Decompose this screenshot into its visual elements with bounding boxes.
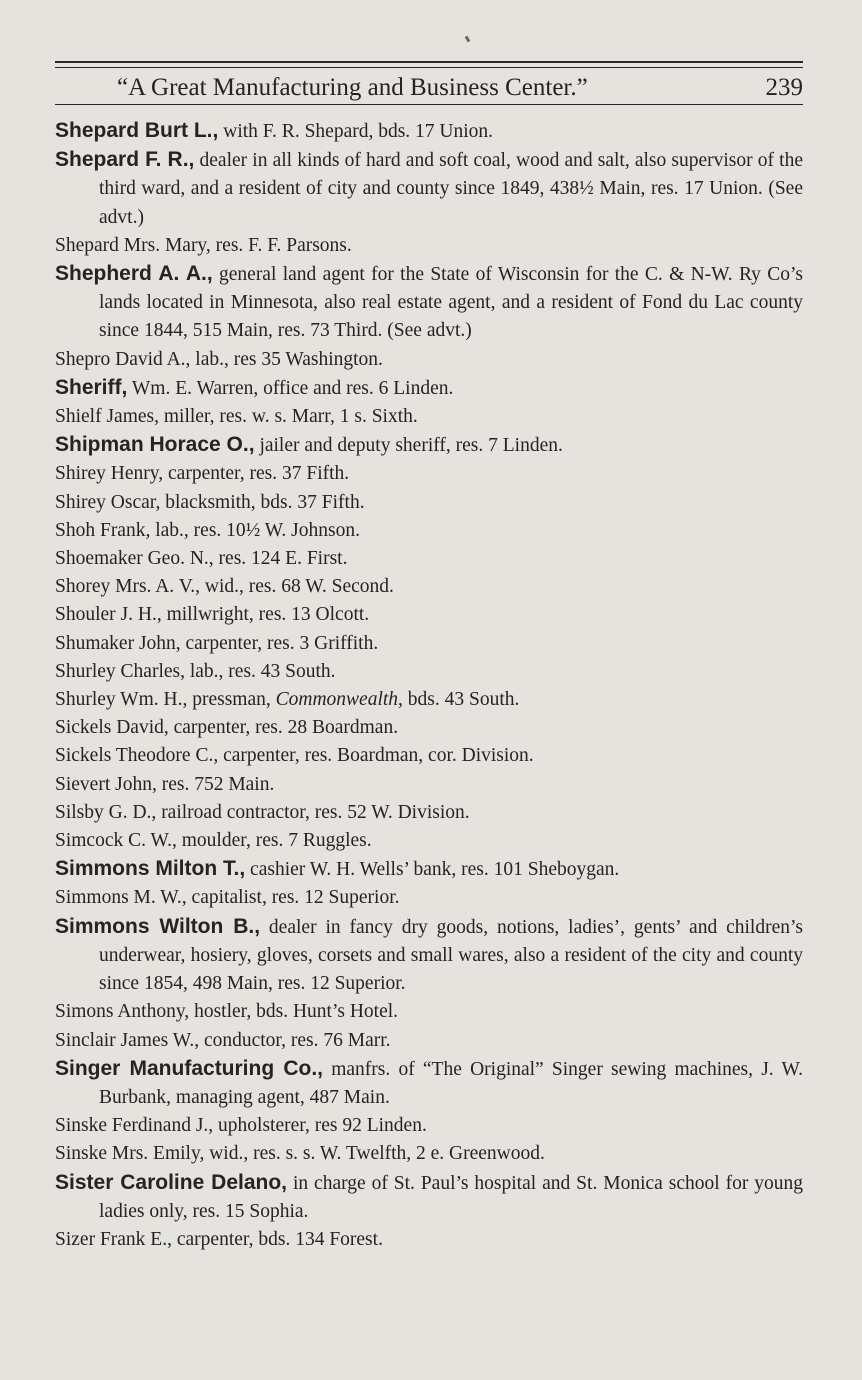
entry-name: Shurley Wm. H., xyxy=(55,689,188,711)
entry-detail: wid., res. s. s. W. Twelfth, 2 e. Greenwood. xyxy=(204,1143,545,1165)
directory-entry xyxy=(55,601,803,629)
entry-name: Sinclair James W., xyxy=(55,1029,200,1051)
directory-entry xyxy=(55,686,803,714)
entry-name: Singer Manufacturing Co., xyxy=(55,1056,324,1080)
directory-entry xyxy=(55,855,803,884)
directory-entry xyxy=(55,403,803,431)
entry-name: Simmons M. W., xyxy=(55,887,187,909)
directory-entry xyxy=(55,573,803,601)
entry-name: Simmons Wilton B., xyxy=(55,914,261,938)
entry-detail: jailer and deputy sheriff, res. 7 Linden. xyxy=(254,435,563,457)
entry-detail-italic: Commonwealth xyxy=(275,689,399,711)
directory-entry xyxy=(55,884,803,912)
directory-entry xyxy=(55,742,803,770)
directory-entry xyxy=(55,1055,803,1112)
entry-detail: dealer in fancy dry goods, notions, ladies’, gents’ and children’s underwear, hosiery, gloves, corsets and small wares, also a resident of the city and county since 1854, 498 Main, res. 12 Superior. xyxy=(99,916,803,995)
entry-name: Shipman Horace O., xyxy=(55,433,255,457)
entry-detail: in charge of St. Paul’s hospital and St. Monica school for young ladies only, res. 15 Sophia. xyxy=(99,1172,803,1222)
entry-detail: carpenter, res. Boardman, cor. Division. xyxy=(218,745,534,767)
directory-entry xyxy=(55,489,803,517)
running-header xyxy=(55,72,803,104)
entry-name: Simmons Milton T., xyxy=(55,857,246,881)
entry-detail: lab., res 35 Washington. xyxy=(190,348,383,370)
directory-entry xyxy=(55,117,803,146)
entry-name: Shepherd A. A., xyxy=(55,262,213,286)
entry-detail: moulder, res. 7 Ruggles. xyxy=(176,830,372,852)
entry-name: Simcock C. W., xyxy=(55,830,177,852)
entry-name: Shoemaker Geo. N., xyxy=(55,548,214,570)
directory-entry xyxy=(55,1027,803,1055)
entry-detail: wid., res. 68 W. Second. xyxy=(200,576,394,598)
entry-name: Shielf James, xyxy=(55,406,159,428)
entry-detail: carpenter, bds. 134 Forest. xyxy=(171,1228,383,1250)
directory-entry xyxy=(55,827,803,855)
directory-entry xyxy=(55,374,803,403)
entry-detail: millwright, res. 13 Olcott. xyxy=(161,604,370,626)
directory-entry xyxy=(55,913,803,999)
running-title: “A Great Manufacturing and Business Center.” xyxy=(117,74,588,101)
entry-detail: capitalist, res. 12 Superior. xyxy=(186,887,400,909)
entry-detail: pressman, xyxy=(187,689,276,711)
entry-detail: Wm. E. Warren, office and res. 6 Linden. xyxy=(127,377,454,399)
directory-entry xyxy=(55,771,803,799)
entry-detail: lab., res. 43 South. xyxy=(184,660,336,682)
header-rule-bottom xyxy=(55,104,803,105)
directory-entry xyxy=(55,545,803,573)
entry-name: Shepard F. R., xyxy=(55,148,195,172)
entry-detail: upholsterer, res 92 Linden. xyxy=(213,1115,427,1137)
directory-entry xyxy=(55,517,803,545)
entry-detail: carpenter, res. 37 Fifth. xyxy=(163,463,350,485)
directory-entry xyxy=(55,1140,803,1168)
directory-entry xyxy=(55,146,803,232)
entry-name: Shirey Henry, xyxy=(55,463,164,485)
entry-name: Sickels David, xyxy=(55,717,169,739)
directory-entry xyxy=(55,232,803,260)
entry-detail: lab., res. 10½ W. Johnson. xyxy=(150,519,360,541)
directory-entry xyxy=(55,998,803,1026)
entry-detail: cashier W. H. Wells’ bank, res. 101 Sheboygan. xyxy=(245,859,620,881)
entry-name: Simons Anthony, xyxy=(55,1001,190,1023)
entry-detail: hostler, bds. Hunt’s Hotel. xyxy=(189,1001,399,1023)
entry-name: Sheriff, xyxy=(55,375,128,399)
directory-entry xyxy=(55,799,803,827)
entry-name: Shurley Charles, xyxy=(55,660,185,682)
entry-detail: carpenter, res. 3 Griffith. xyxy=(180,632,379,654)
entry-name: Sizer Frank E., xyxy=(55,1228,172,1250)
entry-name: Shorey Mrs. A. V., xyxy=(55,576,201,598)
entry-detail: miller, res. w. s. Marr, 1 s. Sixth. xyxy=(158,406,418,428)
header-rule-top xyxy=(55,61,803,63)
print-speck xyxy=(465,36,471,43)
directory-entry xyxy=(55,460,803,488)
directory-entry xyxy=(55,1112,803,1140)
entry-name: Sinske Mrs. Emily, xyxy=(55,1143,205,1165)
entry-name: Shoh Frank, xyxy=(55,519,151,541)
entry-detail: res. 124 E. First. xyxy=(213,548,348,570)
entry-name: Sister Caroline Delano, xyxy=(55,1170,288,1194)
entry-detail: general land agent for the State of Wisconsin for the C. & N-W. Ry Co’s lands located in Minnesota, also real estate agent, and a resident of Fond du Lac county since 1844, 515 Main, res. 73 Third. (See advt.) xyxy=(99,264,804,342)
entry-name: Shumaker John, xyxy=(55,632,181,654)
entry-detail: manfrs. of “The Original” Singer sewing machines, J. W. Burbank, managing agent, 487 Main. xyxy=(99,1058,804,1108)
entry-name: Sievert John, xyxy=(55,773,157,795)
entry-detail: railroad contractor, res. 52 W. Division. xyxy=(156,801,470,823)
directory-entry xyxy=(55,1169,803,1226)
entry-detail: res. F. F. Parsons. xyxy=(210,234,352,256)
directory-entries xyxy=(55,117,803,1254)
header-rule-top-thin xyxy=(55,67,803,68)
entry-name: Shepard Mrs. Mary, xyxy=(55,234,211,256)
directory-entry xyxy=(55,1226,803,1254)
directory-entry xyxy=(55,658,803,686)
entry-detail: dealer in all kinds of hard and soft coal, wood and salt, also supervisor of the third ward, and a resident of city and county since 1849, 438½ Main, res. 17 Union. (See advt.) xyxy=(99,150,803,228)
entry-detail: conductor, res. 76 Marr. xyxy=(199,1029,391,1051)
entry-detail-continued: , bds. 43 South. xyxy=(398,689,520,711)
entry-name: Sinske Ferdinand J., xyxy=(55,1115,214,1137)
entry-detail: with F. R. Shepard, bds. 17 Union. xyxy=(218,121,494,142)
directory-entry xyxy=(55,714,803,742)
entry-name: Shepard Burt L., xyxy=(55,119,219,142)
directory-entry xyxy=(55,260,803,346)
entry-name: Shirey Oscar, xyxy=(55,491,161,513)
entry-detail: carpenter, res. 28 Boardman. xyxy=(168,717,399,739)
entry-name: Shepro David A., xyxy=(55,348,191,370)
entry-name: Shouler J. H., xyxy=(55,604,162,626)
entry-detail: blacksmith, bds. 37 Fifth. xyxy=(160,491,365,513)
page-number: 239 xyxy=(765,74,803,101)
directory-entry xyxy=(55,346,803,374)
directory-entry xyxy=(55,431,803,460)
entry-name: Silsby G. D., xyxy=(55,801,157,823)
directory-entry xyxy=(55,630,803,658)
entry-detail: res. 752 Main. xyxy=(156,773,275,795)
entry-name: Sickels Theodore C., xyxy=(55,745,219,767)
